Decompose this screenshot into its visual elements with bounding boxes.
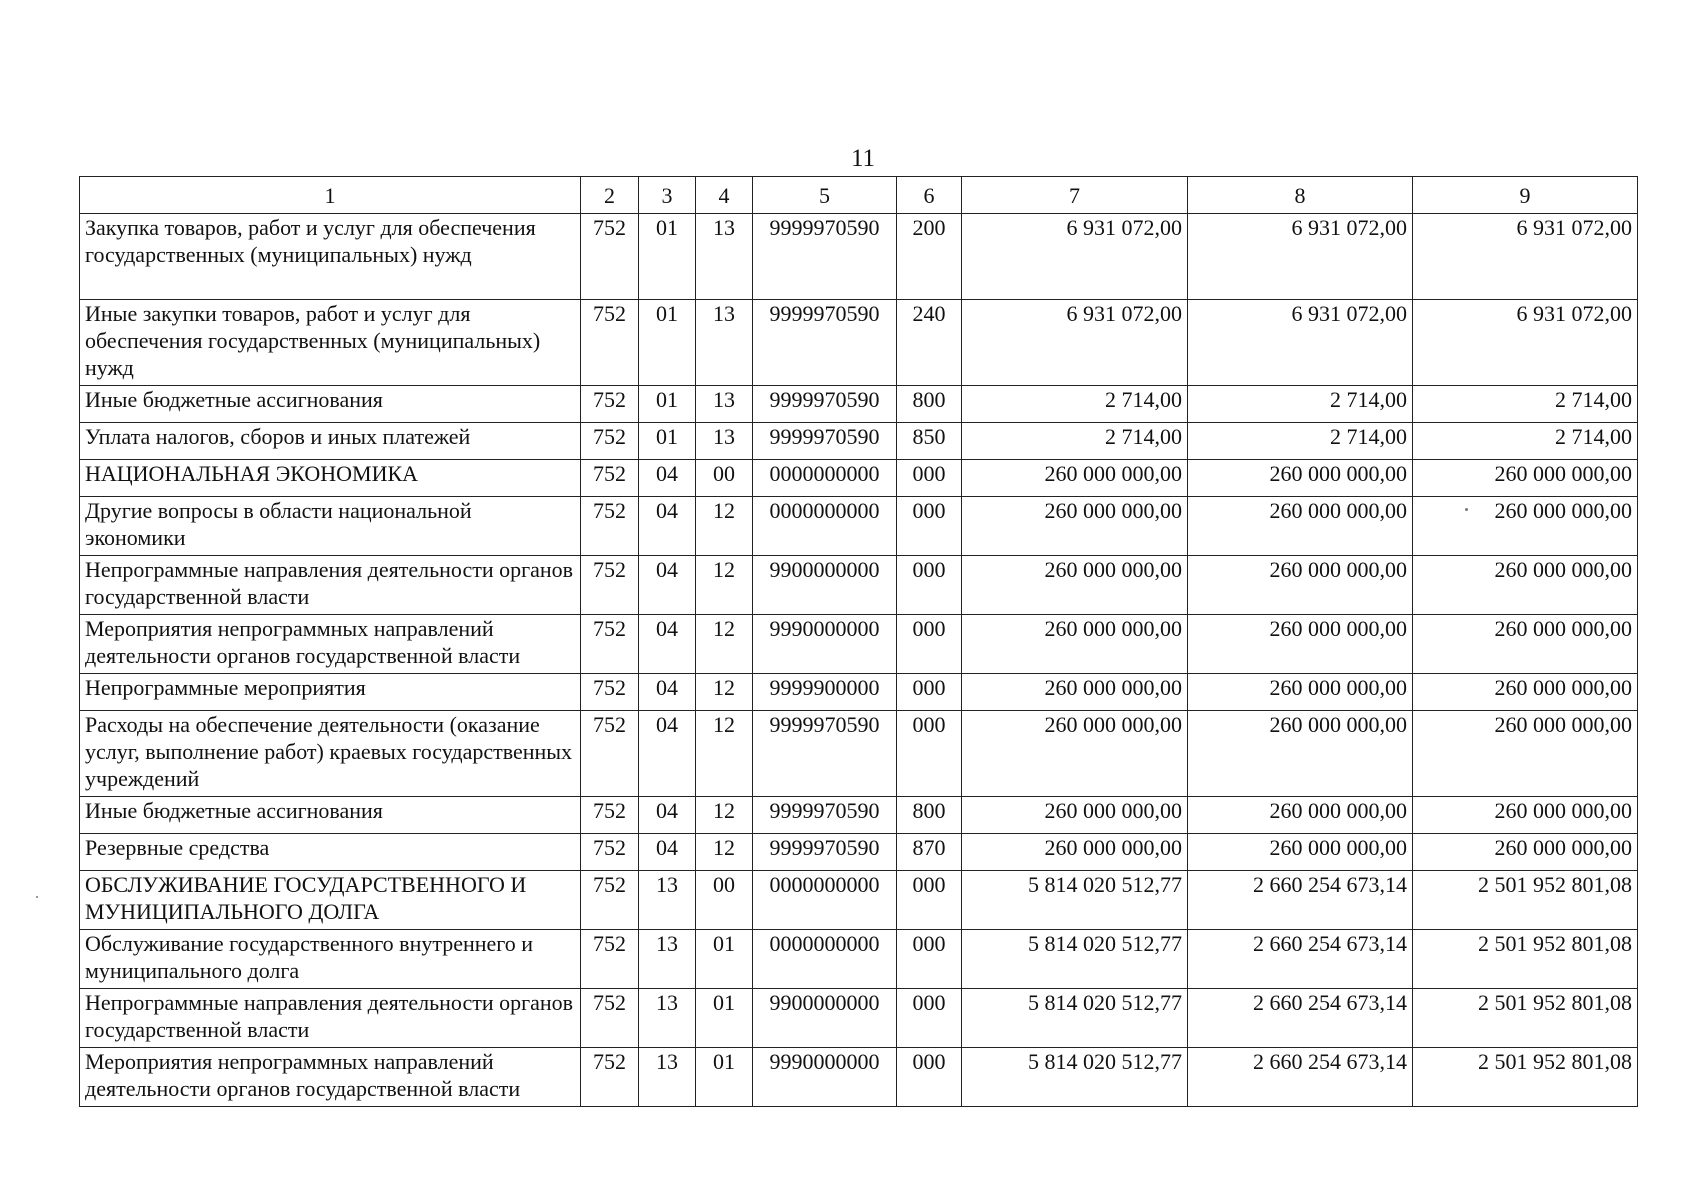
table-row	[80, 834, 1638, 871]
row-code-4: 13	[696, 214, 753, 300]
row-name: Непрограммные направления деятельности органов государственной власти	[80, 556, 581, 615]
row-name: Расходы на обеспечение деятельности (оказание услуг, выполнение работ) краевых государственных учреждений	[80, 711, 581, 797]
row-amount-8: 260 000 000,00	[1188, 711, 1413, 797]
column-header-6: 6	[897, 177, 962, 214]
row-amount-7: 260 000 000,00	[962, 497, 1188, 556]
row-code-5: 0000000000	[753, 871, 897, 930]
row-amount-7: 260 000 000,00	[962, 674, 1188, 711]
row-code-2: 752	[581, 214, 639, 300]
row-amount-7: 5 814 020 512,77	[962, 930, 1188, 989]
row-amount-9: 260 000 000,00	[1413, 834, 1638, 871]
row-code-3: 04	[639, 711, 696, 797]
row-amount-7: 260 000 000,00	[962, 711, 1188, 797]
row-code-4: 01	[696, 989, 753, 1048]
table-row	[80, 386, 1638, 423]
column-header-1: 1	[80, 177, 581, 214]
row-code-6: 000	[897, 615, 962, 674]
row-amount-8: 260 000 000,00	[1188, 834, 1413, 871]
row-amount-7: 5 814 020 512,77	[962, 871, 1188, 930]
row-code-4: 13	[696, 300, 753, 386]
table-row	[80, 1048, 1638, 1107]
table-row	[80, 871, 1638, 930]
table-row	[80, 556, 1638, 615]
row-amount-9: 260 000 000,00	[1413, 711, 1638, 797]
row-name: ОБСЛУЖИВАНИЕ ГОСУДАРСТВЕННОГО И МУНИЦИПАЛЬНОГО ДОЛГА	[80, 871, 581, 930]
row-amount-8: 260 000 000,00	[1188, 497, 1413, 556]
row-amount-9: 260 000 000,00	[1413, 674, 1638, 711]
row-code-2: 752	[581, 300, 639, 386]
row-code-6: 240	[897, 300, 962, 386]
row-code-4: 12	[696, 674, 753, 711]
row-code-6: 000	[897, 460, 962, 497]
row-name: Закупка товаров, работ и услуг для обеспечения государственных (муниципальных) нужд	[80, 214, 581, 300]
row-code-3: 04	[639, 797, 696, 834]
row-name: Иные бюджетные ассигнования	[80, 797, 581, 834]
row-amount-9: 260 000 000,00	[1413, 460, 1638, 497]
budget-table	[79, 176, 1638, 1107]
row-amount-9: 2 501 952 801,08	[1413, 930, 1638, 989]
row-code-6: 870	[897, 834, 962, 871]
row-code-2: 752	[581, 615, 639, 674]
table-row	[80, 460, 1638, 497]
row-code-3: 04	[639, 834, 696, 871]
row-code-6: 200	[897, 214, 962, 300]
row-amount-8: 260 000 000,00	[1188, 460, 1413, 497]
row-code-5: 9999970590	[753, 300, 897, 386]
row-name: Резервные средства	[80, 834, 581, 871]
row-amount-9: 2 501 952 801,08	[1413, 989, 1638, 1048]
row-amount-9: 2 501 952 801,08	[1413, 871, 1638, 930]
row-code-5: 9900000000	[753, 989, 897, 1048]
row-code-6: 000	[897, 674, 962, 711]
row-amount-7: 5 814 020 512,77	[962, 989, 1188, 1048]
row-code-2: 752	[581, 460, 639, 497]
row-code-6: 000	[897, 1048, 962, 1107]
row-amount-8: 2 660 254 673,14	[1188, 930, 1413, 989]
column-header-5: 5	[753, 177, 897, 214]
row-code-6: 000	[897, 497, 962, 556]
row-name: Мероприятия непрограммных направлений деятельности органов государственной власти	[80, 1048, 581, 1107]
row-code-5: 9900000000	[753, 556, 897, 615]
row-code-4: 13	[696, 423, 753, 460]
row-code-3: 04	[639, 615, 696, 674]
table-row	[80, 711, 1638, 797]
scan-speck	[36, 896, 38, 898]
column-header-2: 2	[581, 177, 639, 214]
row-code-4: 12	[696, 834, 753, 871]
row-code-3: 13	[639, 930, 696, 989]
column-header-7: 7	[962, 177, 1188, 214]
row-amount-7: 260 000 000,00	[962, 834, 1188, 871]
row-name: Иные бюджетные ассигнования	[80, 386, 581, 423]
row-code-6: 000	[897, 556, 962, 615]
row-code-2: 752	[581, 989, 639, 1048]
table-row	[80, 214, 1638, 300]
row-code-6: 800	[897, 797, 962, 834]
row-amount-9: 6 931 072,00	[1413, 300, 1638, 386]
row-code-2: 752	[581, 497, 639, 556]
row-amount-7: 6 931 072,00	[962, 300, 1188, 386]
row-name: Мероприятия непрограммных направлений деятельности органов государственной власти	[80, 615, 581, 674]
row-amount-8: 2 714,00	[1188, 423, 1413, 460]
row-amount-8: 260 000 000,00	[1188, 556, 1413, 615]
row-code-5: 9999900000	[753, 674, 897, 711]
row-amount-7: 6 931 072,00	[962, 214, 1188, 300]
row-code-4: 12	[696, 497, 753, 556]
row-amount-9: 2 714,00	[1413, 423, 1638, 460]
row-code-3: 04	[639, 497, 696, 556]
row-name: Непрограммные направления деятельности органов государственной власти	[80, 989, 581, 1048]
row-code-2: 752	[581, 871, 639, 930]
row-code-4: 12	[696, 556, 753, 615]
row-code-5: 0000000000	[753, 497, 897, 556]
row-amount-8: 260 000 000,00	[1188, 615, 1413, 674]
table-row	[80, 674, 1638, 711]
row-code-2: 752	[581, 711, 639, 797]
row-amount-8: 2 660 254 673,14	[1188, 871, 1413, 930]
table-row	[80, 797, 1638, 834]
row-name: НАЦИОНАЛЬНАЯ ЭКОНОМИКА	[80, 460, 581, 497]
row-amount-7: 260 000 000,00	[962, 556, 1188, 615]
row-code-5: 9999970590	[753, 834, 897, 871]
column-header-3: 3	[639, 177, 696, 214]
row-code-3: 04	[639, 674, 696, 711]
table-row	[80, 423, 1638, 460]
row-code-6: 800	[897, 386, 962, 423]
row-code-5: 9990000000	[753, 1048, 897, 1107]
row-amount-9: 260 000 000,00	[1413, 615, 1638, 674]
row-code-3: 13	[639, 871, 696, 930]
row-code-3: 01	[639, 386, 696, 423]
table-row	[80, 300, 1638, 386]
row-code-2: 752	[581, 930, 639, 989]
column-header-8: 8	[1188, 177, 1413, 214]
table-row	[80, 989, 1638, 1048]
row-amount-8: 2 660 254 673,14	[1188, 1048, 1413, 1107]
row-code-2: 752	[581, 797, 639, 834]
scan-speck	[1465, 508, 1468, 511]
row-name: Другие вопросы в области национальной экономики	[80, 497, 581, 556]
column-header-4: 4	[696, 177, 753, 214]
row-code-2: 752	[581, 674, 639, 711]
page-number: 11	[850, 145, 876, 172]
row-code-2: 752	[581, 556, 639, 615]
row-code-4: 12	[696, 711, 753, 797]
row-code-3: 01	[639, 300, 696, 386]
row-name: Обслуживание государственного внутреннего и муниципального долга	[80, 930, 581, 989]
row-amount-9: 2 714,00	[1413, 386, 1638, 423]
row-code-3: 01	[639, 423, 696, 460]
row-code-6: 000	[897, 871, 962, 930]
row-amount-9: 260 000 000,00	[1413, 497, 1638, 556]
row-code-5: 9999970590	[753, 711, 897, 797]
table-row	[80, 497, 1638, 556]
row-code-3: 13	[639, 1048, 696, 1107]
row-code-4: 01	[696, 930, 753, 989]
row-code-5: 9999970590	[753, 423, 897, 460]
row-amount-9: 2 501 952 801,08	[1413, 1048, 1638, 1107]
row-code-4: 12	[696, 615, 753, 674]
table-row	[80, 615, 1638, 674]
row-code-6: 000	[897, 989, 962, 1048]
row-code-5: 0000000000	[753, 460, 897, 497]
row-name: Иные закупки товаров, работ и услуг для обеспечения государственных (муниципальных) нужд	[80, 300, 581, 386]
row-code-6: 850	[897, 423, 962, 460]
row-code-4: 00	[696, 460, 753, 497]
row-amount-7: 2 714,00	[962, 423, 1188, 460]
row-amount-8: 260 000 000,00	[1188, 674, 1413, 711]
row-name: Уплата налогов, сборов и иных платежей	[80, 423, 581, 460]
row-amount-7: 260 000 000,00	[962, 615, 1188, 674]
row-amount-7: 260 000 000,00	[962, 797, 1188, 834]
table-row	[80, 930, 1638, 989]
row-amount-7: 2 714,00	[962, 386, 1188, 423]
row-code-3: 04	[639, 556, 696, 615]
row-amount-8: 2 660 254 673,14	[1188, 989, 1413, 1048]
row-code-3: 13	[639, 989, 696, 1048]
row-code-5: 9999970590	[753, 797, 897, 834]
row-code-3: 04	[639, 460, 696, 497]
row-code-5: 9999970590	[753, 214, 897, 300]
row-code-4: 13	[696, 386, 753, 423]
row-amount-8: 260 000 000,00	[1188, 797, 1413, 834]
row-amount-9: 260 000 000,00	[1413, 797, 1638, 834]
row-name: Непрограммные мероприятия	[80, 674, 581, 711]
row-amount-8: 6 931 072,00	[1188, 214, 1413, 300]
row-code-6: 000	[897, 930, 962, 989]
row-code-4: 12	[696, 797, 753, 834]
row-amount-9: 6 931 072,00	[1413, 214, 1638, 300]
row-amount-7: 5 814 020 512,77	[962, 1048, 1188, 1107]
row-code-3: 01	[639, 214, 696, 300]
row-amount-7: 260 000 000,00	[962, 460, 1188, 497]
row-amount-8: 2 714,00	[1188, 386, 1413, 423]
row-code-4: 01	[696, 1048, 753, 1107]
table-body	[80, 214, 1638, 1107]
row-code-2: 752	[581, 834, 639, 871]
header-row	[80, 177, 1638, 214]
row-amount-9: 260 000 000,00	[1413, 556, 1638, 615]
row-code-5: 0000000000	[753, 930, 897, 989]
row-code-2: 752	[581, 423, 639, 460]
column-header-9: 9	[1413, 177, 1638, 214]
row-code-2: 752	[581, 386, 639, 423]
row-code-5: 9999970590	[753, 386, 897, 423]
row-code-4: 00	[696, 871, 753, 930]
row-amount-8: 6 931 072,00	[1188, 300, 1413, 386]
row-code-2: 752	[581, 1048, 639, 1107]
row-code-6: 000	[897, 711, 962, 797]
row-code-5: 9990000000	[753, 615, 897, 674]
